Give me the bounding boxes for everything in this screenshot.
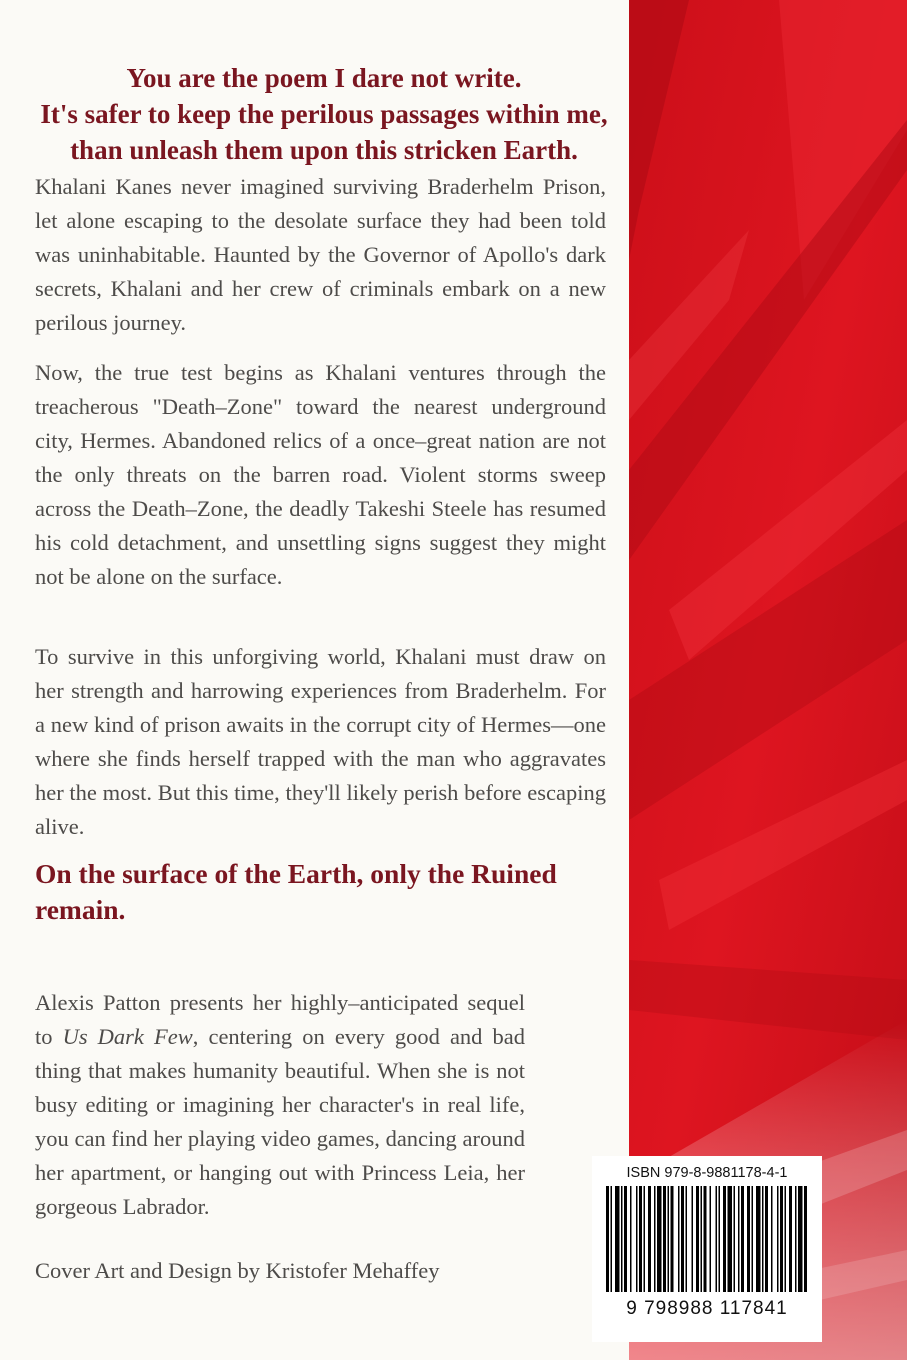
barcode-bar: [785, 1186, 787, 1292]
barcode-bar: [804, 1186, 807, 1292]
barcode-bar: [621, 1186, 623, 1292]
barcode-bar: [762, 1186, 764, 1292]
barcode-bar: [678, 1186, 680, 1292]
barcode-bar: [777, 1186, 779, 1292]
barcode-bar: [654, 1186, 656, 1292]
prior-book-title: Us Dark Few: [62, 1024, 193, 1049]
barcode-bar: [686, 1186, 688, 1292]
blurb-paragraph-3: To survive in this unforgiving world, Khalani must draw on her strength and harrowing experiences from Braderhelm. For a new kind of prison awaits in the corrupt city of Hermes—one where she finds herself trapped with the man who aggravates her the most. But this time, they'll likely perish before escaping alive.: [35, 644, 606, 839]
barcode-bar: [696, 1186, 699, 1292]
barcode-bar: [624, 1186, 627, 1292]
author-bio: [35, 986, 525, 1224]
barcode-digits: 9 798988 117841: [626, 1298, 788, 1319]
blurb-paragraph-2: Now, the true test begins as Khalani ventures through the treacherous "Death–Zone" toward the nearest underground city, Hermes. Abandoned relics of a once–great nation are not the only threats on the barren road. Violent storms sweep across the Death–Zone, the deadly Takeshi Steele has resumed his cold detachment, and unsettling signs suggest they might not be alone on the surface.: [35, 360, 606, 589]
barcode-bar: [701, 1186, 703, 1292]
tagline-line-1: You are the poem I dare not write.: [126, 63, 522, 93]
cover-credit: Cover Art and Design by Kristofer Mehaffey: [35, 1258, 440, 1283]
barcode-bar: [657, 1186, 662, 1292]
barcode-bar: [648, 1186, 651, 1292]
barcode-bar: [747, 1186, 750, 1292]
barcode-bar: [639, 1186, 642, 1292]
tagline-line-3: than unleash them upon this stricken Earth.: [70, 135, 578, 165]
barcode-bar: [752, 1186, 754, 1292]
barcode-bar: [606, 1186, 609, 1292]
barcode-bar: [723, 1186, 726, 1292]
barcode-bar: [671, 1186, 674, 1292]
barcode-bar: [668, 1186, 670, 1292]
barcode-bar: [719, 1186, 721, 1292]
barcode-bar: [765, 1186, 768, 1292]
barcode-bar: [798, 1186, 803, 1292]
barcode-bar: [663, 1186, 666, 1292]
barcode-bar: [704, 1186, 707, 1292]
barcode-bar: [681, 1186, 684, 1292]
barcode-bar: [636, 1186, 638, 1292]
barcode-bar: [734, 1186, 736, 1292]
barcode-bar: [692, 1186, 694, 1292]
barcode-bar: [611, 1186, 613, 1292]
closing-line: On the surface of the Earth, only the Ruined remain.: [35, 858, 557, 925]
barcode-bar: [789, 1186, 792, 1292]
barcode-bar: [630, 1186, 632, 1292]
isbn-label: ISBN 979-8-9881178-4-1: [626, 1165, 788, 1181]
barcode-bar: [728, 1186, 733, 1292]
blurb-paragraph-1: Khalani Kanes never imagined surviving Braderhelm Prison, let alone escaping to the desolate surface they had been told was uninhabitable. Haunted by the Governor of Apollo's dark secrets, Khalani and her crew of criminals embark on a new perilous journey.: [35, 174, 606, 335]
barcode-icon: [602, 1186, 812, 1298]
barcode-bar: [710, 1186, 712, 1292]
tagline: [30, 60, 618, 168]
tagline-line-2: It's safer to keep the perilous passages within me,: [40, 99, 608, 129]
barcode-bar: [615, 1186, 620, 1292]
barcode-bar: [716, 1186, 718, 1292]
author-bio-body: , centering on every good and bad thing that makes humanity beautiful. When she is not busy editing or imagining her character's in real life, you can find her playing video games, dancing around her apartment, or hanging out with Princess Leia, her gorgeous Labrador.: [35, 1024, 525, 1219]
author-bio-intro: Alexis Patton presents her highly–anticipated sequel to: [35, 990, 525, 1049]
barcode-box: [592, 1156, 822, 1342]
barcode-bar: [780, 1186, 783, 1292]
barcode-bar: [741, 1186, 744, 1292]
barcode-bar: [644, 1186, 646, 1292]
barcode-bar: [795, 1186, 797, 1292]
barcode-bar: [738, 1186, 740, 1292]
barcode-bar: [771, 1186, 773, 1292]
barcode-bar: [756, 1186, 761, 1292]
